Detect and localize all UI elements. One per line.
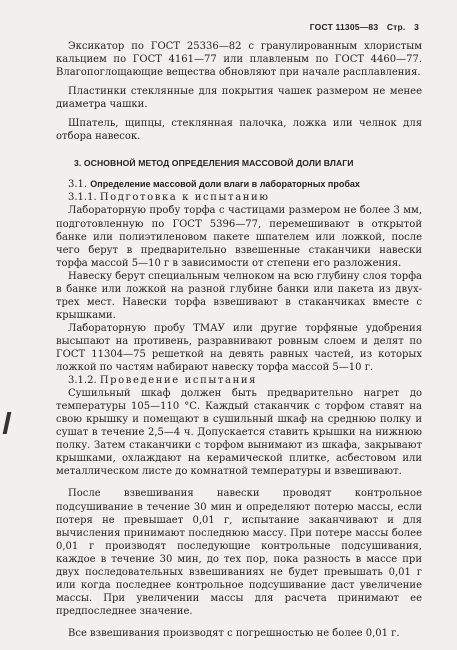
page-number: 3 [414,22,419,32]
clause-number: 3.1.2. [68,375,97,387]
subsection-number: 3.1. [68,179,88,191]
paragraph: Навеску берут специальным челноком на всю глубину слоя торфа в банке или ложкой на разной глубине банки или пакета из двух-трех мест. Навески торфа взвешивают в стаканчиках вместе с крышками. [56,270,422,321]
paragraph: Сушильный шкаф должен быть предварительно нагрет до температуры 105—110 °С. Каждый стаканчик с торфом ставят на свою крышку и помещают в сушильный шкаф на среднюю полку и сушат в течение 2,5—4 ч. Допускается ставить крышки на нижнюю полку. Затем стаканчики с торфом вынимают из шкафа, закрывают крышками, охлаждают на керамической плитке, асбестовом или металлическом листе до комнатной температуры и взвешивают. [56,388,422,478]
clause-title: Подготовка к испытанию [99,192,270,204]
gost-number: ГОСТ 11305—83 [309,22,379,32]
margin-mark [3,412,12,434]
clause-heading [56,191,422,204]
clause-number: 3.1.1. [68,192,97,204]
paragraph: Лабораторную пробу ТМАУ или другие торфяные удобрения высыпают на противень, разравнивают ровным слоем и делят по ГОСТ 11304—75 решеткой на девять равных частей, из которых ложкой по частям набирают навеску торфа массой 5—10 г. [56,322,422,374]
clause-title: Проведение испытания [99,375,258,387]
subsection-heading [56,178,422,191]
subsection-title: Определение массовой доли влаги в лабораторных пробах [90,179,360,190]
page-header [304,22,419,32]
paragraph: Лабораторную пробу торфа с частицами размером не более 3 мм, подготовленную по ГОСТ 5396—77, перемешивают в открытой банке или полиэтиленовом пакете шпателем или ложкой, после чего берут в предварительно взвешенные стаканчики навески торфа массой 5—10 г в зависимости от степени его разложения. [56,205,422,269]
clause-heading [56,374,422,387]
page-label: Стр. [386,22,406,32]
paragraph: Шпатель, щипцы, стеклянная палочка, ложка или челнок для отбора навесок. [56,118,422,143]
body-text [56,40,422,640]
paragraph: Пластинки стеклянные для покрытия чашек размером не менее диаметра чашки. [56,86,422,111]
section-title: 3. ОСНОВНОЙ МЕТОД ОПРЕДЕЛЕНИЯ МАССОВОЙ ДОЛИ ВЛАГИ [74,158,354,169]
final-paragraph: Все взвешивания производят с погрешностью не более 0,01 г. [68,627,400,639]
paragraph: Эксикатор по ГОСТ 25336—82 с гранулированным хлористым кальцием по ГОСТ 4161—77 или плавленым по ГОСТ 4460—77. Влагопоглощающие вещества обновляют при начале расплавления. [56,41,422,79]
paragraph: После взвешивания навески проводят контрольное подсушивание в течение 30 мин и определяют потерю массы, если потеря не превышает 0,01 г, испытание заканчивают и для вычисления принимают последнюю массу. При потере массы более 0,01 г производят последующие контрольные подсушивания, каждое в течение 30 мин, до тех пор, пока разность в массе при двух последовательных взвешиваниях не будет превышать 0,01 г или когда последнее контрольное подсушивание даст увеличение массы. При увеличении массы для расчета принимают ее предпоследнее значение. [56,488,422,617]
